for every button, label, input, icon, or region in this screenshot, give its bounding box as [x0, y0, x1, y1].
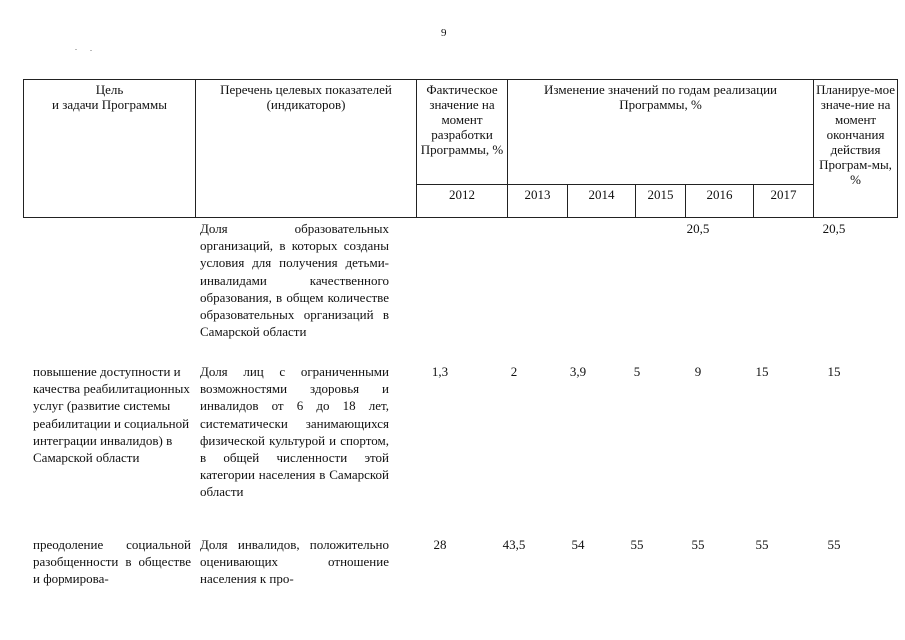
- row3-value-planned: 55: [827, 537, 841, 552]
- header-indicators: [196, 80, 417, 218]
- row2-value-2012: 1,3: [431, 364, 449, 379]
- row3-value-2017: 55: [755, 537, 769, 552]
- row3-value-2012: 28: [433, 537, 447, 552]
- header-planned-text: Планируе-мое значе-ние на момент окончания действия Програм-мы, %: [816, 82, 896, 187]
- page-number: 9: [441, 27, 447, 39]
- header-planned: [814, 80, 898, 218]
- header-actual: [417, 80, 508, 185]
- header-goal-text: Цель и задачи Программы: [52, 82, 167, 112]
- row2-value-2014: 3,9: [569, 364, 587, 379]
- row1-value-2016: 20,5: [686, 221, 710, 236]
- scan-speck: [90, 50, 92, 51]
- row2-value-2015: 5: [633, 364, 641, 379]
- row1-value-planned: 20,5: [822, 221, 846, 236]
- header-indicators-text: Перечень целевых показателей (индикаторов): [220, 82, 392, 112]
- header-goal: [24, 80, 196, 218]
- row3-value-2015: 55: [630, 537, 644, 552]
- header-year-2012: 2012: [417, 185, 508, 218]
- row1-indicator: Доля образовательных организаций, в которых созданы условия для получения детьми-инвалидами качественного образования, в общем количестве образовательных организаций в Самарской области: [200, 221, 389, 340]
- row2-value-2013: 2: [510, 364, 518, 379]
- row2-value-2017: 15: [755, 364, 769, 379]
- row3-value-2014: 54: [571, 537, 585, 552]
- row2-value-2016: 9: [694, 364, 702, 379]
- header-year-2015: 2015: [636, 185, 686, 218]
- header-year-2017: 2017: [754, 185, 814, 218]
- header-actual-text: Фактическое значение на момент разработки Программы, %: [420, 82, 504, 157]
- header-changes-text: Изменение значений по годам реализации Программы, %: [544, 82, 778, 112]
- row3-value-2013: 43,5: [502, 537, 526, 552]
- scan-speck: [75, 49, 77, 50]
- row2-value-planned: 15: [827, 364, 841, 379]
- row3-goal: преодоление социальной разобщенности в обществе и формирова-: [33, 537, 191, 587]
- header-changes: [508, 80, 814, 185]
- header-year-2013: 2013: [508, 185, 568, 218]
- row3-value-2016: 55: [691, 537, 705, 552]
- row2-goal: повышение доступности и качества реабилитационных услуг (развитие системы реабилитации и социальной интеграции инвалидов) в Самарской области: [33, 364, 190, 466]
- row3-indicator: Доля инвалидов, положительно оценивающих отношение населения к про-: [200, 537, 389, 587]
- row2-indicator: Доля лиц с ограниченными возможностями здоровья и инвалидов от 6 до 18 лет, систематически занимающихся физической культурой и спортом, в общей численности этой категории населения в Самарской области: [200, 364, 389, 500]
- header-year-2014: 2014: [568, 185, 636, 218]
- table-header: [23, 79, 898, 218]
- header-year-2016: 2016: [686, 185, 754, 218]
